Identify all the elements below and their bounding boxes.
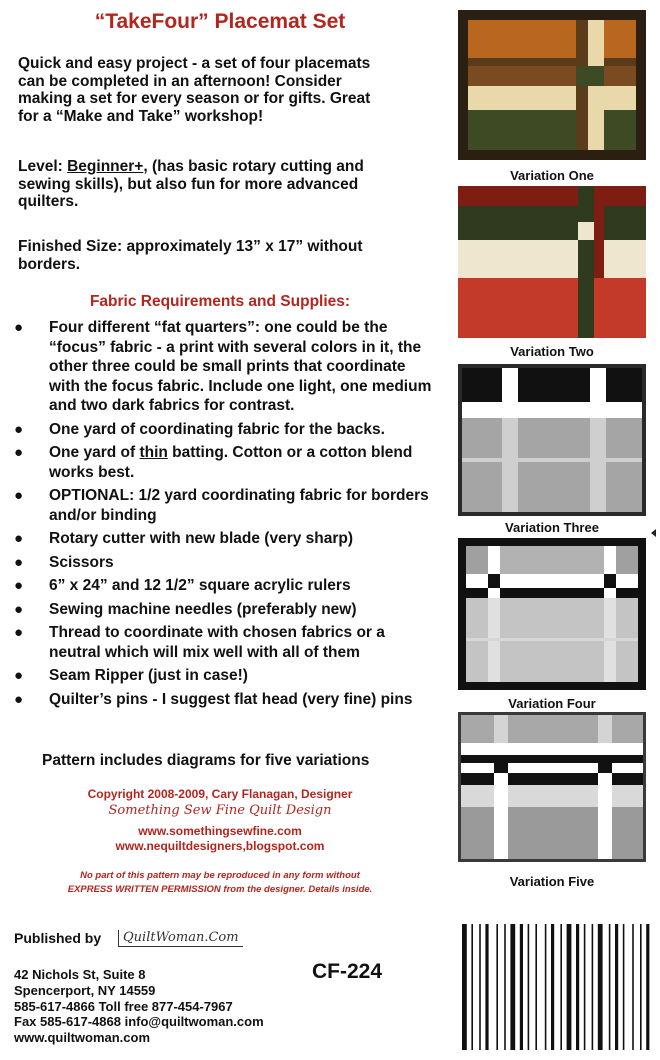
level-prefix: Level: xyxy=(18,158,68,175)
variation-label: Variation Five xyxy=(509,874,595,889)
product-code: CF-224 xyxy=(312,960,383,983)
page-title: “TakeFour” Placemat Set xyxy=(94,10,346,33)
level-line: quilters. xyxy=(18,193,79,210)
variation-label: Variation One xyxy=(510,168,594,183)
bullet-icon: ● xyxy=(14,420,24,438)
bullet-icon: ● xyxy=(14,624,24,641)
variation-one xyxy=(452,10,652,190)
variation-label: Variation Four xyxy=(508,696,596,711)
bullet-icon: ● xyxy=(14,444,24,461)
barcode-bar xyxy=(510,924,515,1050)
level-value: Beginner+ xyxy=(67,158,144,175)
intro-line: for a “Make and Take” workshop! xyxy=(18,107,264,125)
barcode-bar xyxy=(471,924,473,1050)
barcode-bar xyxy=(615,924,618,1050)
barcode-bar xyxy=(560,924,562,1050)
barcode-bar xyxy=(592,924,594,1050)
supply-item xyxy=(14,553,434,573)
supply-item xyxy=(14,318,434,416)
supply-item xyxy=(14,623,434,662)
bullet-icon: ● xyxy=(14,690,24,708)
notice-line: EXPRESS WRITTEN PERMISSION from the designer. Details inside. xyxy=(67,884,373,895)
notice-line: No part of this pattern may be reproduced in any form without xyxy=(80,870,360,881)
barcode-bar xyxy=(479,924,481,1050)
fax-email-line: Fax 585-617-4868 info@quiltwoman.com xyxy=(14,1014,264,1030)
level-paragraph xyxy=(18,158,428,211)
level-rest: , (has basic rotary cutting and xyxy=(143,158,364,175)
supply-text: Seam Ripper (just in case!) xyxy=(49,667,248,684)
variation-label: Variation Three xyxy=(505,520,599,535)
barcode-bar xyxy=(551,924,554,1050)
supply-item xyxy=(14,690,434,710)
quiltwoman-logo: QuiltWoman.Com xyxy=(118,930,243,947)
supply-text: OPTIONAL: 1/2 yard coordinating fabric for borders and/or binding xyxy=(49,487,429,524)
supply-item xyxy=(14,486,434,525)
copyright-line: Copyright 2008-2009, Cary Flanagan, Designer xyxy=(87,787,353,801)
intro-paragraph xyxy=(18,55,428,125)
barcode-bar xyxy=(646,924,649,1050)
barcode-bar xyxy=(462,924,467,1050)
variation-five xyxy=(452,712,652,896)
barcode-bar xyxy=(632,924,634,1050)
bullet-icon: ● xyxy=(14,319,24,336)
address-line: Spencerport, NY 14559 xyxy=(14,982,156,998)
barcode-bar xyxy=(528,924,530,1050)
barcode-bar xyxy=(584,924,586,1050)
variation-four xyxy=(452,538,652,716)
supply-text: 6” x 24” and 12 1/2” square acrylic rulers xyxy=(49,577,351,594)
barcode-bar xyxy=(504,924,506,1050)
placemat-image-variation-five xyxy=(458,712,646,862)
intro-line: can be completed in an afternoon! Consider xyxy=(18,72,342,90)
supplies-list xyxy=(14,318,434,713)
supply-item xyxy=(14,600,434,620)
placemat-image-variation-two xyxy=(458,186,646,338)
publisher-website[interactable]: www.quiltwoman.com xyxy=(14,1030,151,1046)
intro-line: making a set for every season or for gifts. Great xyxy=(18,90,371,107)
bullet-icon: ● xyxy=(14,487,24,504)
supply-text: One yard of coordinating fabric for the backs. xyxy=(49,420,385,438)
supply-text: Sewing machine needles (preferably new) xyxy=(49,600,357,618)
barcode-bar xyxy=(576,924,579,1050)
reproduction-notice xyxy=(0,869,440,897)
supply-item xyxy=(14,443,434,482)
barcode xyxy=(460,922,654,1052)
placemat-image-variation-three xyxy=(458,364,646,516)
bullet-icon: ● xyxy=(14,530,24,547)
barcode-bar xyxy=(496,924,498,1050)
intro-line: Quick and easy project - a set of four placemats xyxy=(18,55,371,72)
barcode-bar xyxy=(609,924,611,1050)
barcode-bar xyxy=(640,924,642,1050)
barcode-bar xyxy=(520,924,523,1050)
barcode-bar xyxy=(598,924,603,1050)
company-name: Something Sew Fine Quilt Design xyxy=(108,803,332,818)
pattern-note: Pattern includes diagrams for five variations xyxy=(42,752,370,769)
website-link[interactable]: www.somethingsewfine.com xyxy=(138,824,302,838)
level-line xyxy=(18,158,428,176)
published-by-label: Published by xyxy=(14,930,102,946)
phone-line: 585-617-4866 Toll free 877-454-7967 xyxy=(14,998,233,1014)
barcode-bar xyxy=(623,924,625,1050)
placemat-image-variation-four xyxy=(458,538,646,690)
supply-text: Scissors xyxy=(49,553,114,571)
supply-text: Four different “fat quarters”: one could be the “focus” fabric - a print with several colors in it, the other three could be small prints that coordinate with the focus fabric. Include one light, one medium and two dark fabrics for contrast. xyxy=(49,319,432,414)
level-line: sewing skills), but also fun for more advanced xyxy=(18,175,359,193)
supply-text: Thread to coordinate with chosen fabrics or a neutral which will mix well with all of them xyxy=(49,624,385,661)
blog-link[interactable]: www.nequiltdesigners,blogspot.com xyxy=(115,839,325,853)
size-line: borders. xyxy=(18,255,81,273)
address-line: 42 Nichols St, Suite 8 xyxy=(14,967,146,982)
barcode-bar xyxy=(485,924,488,1050)
variation-label: Variation Two xyxy=(510,344,594,359)
bullet-icon: ● xyxy=(14,600,24,618)
placemat-image-variation-one xyxy=(458,10,646,160)
fabric-requirements-heading: Fabric Requirements and Supplies: xyxy=(89,293,351,310)
supply-text: Rotary cutter with new blade (very sharp) xyxy=(49,530,354,547)
barcode-bar xyxy=(535,924,537,1050)
bullet-icon: ● xyxy=(14,667,24,684)
page-edge-marker xyxy=(651,529,656,537)
barcode-bar xyxy=(567,924,572,1050)
supply-text: Quilter’s pins - I suggest flat head (very fine) pins xyxy=(49,690,413,708)
finished-size-paragraph xyxy=(18,238,428,273)
publisher-address xyxy=(14,967,264,1046)
variation-three xyxy=(452,364,652,540)
bullet-icon: ● xyxy=(14,553,24,571)
supply-item xyxy=(14,576,434,596)
size-line: Finished Size: approximately 13” x 17” without xyxy=(18,238,363,255)
bullet-icon: ● xyxy=(14,577,24,594)
variation-two xyxy=(452,186,652,366)
barcode-bar xyxy=(545,924,547,1050)
supply-item xyxy=(14,420,434,440)
supply-item xyxy=(14,529,434,549)
supply-item xyxy=(14,666,434,686)
supply-text: One yard of thin batting. Cotton or a cotton blend works best. xyxy=(49,444,413,481)
